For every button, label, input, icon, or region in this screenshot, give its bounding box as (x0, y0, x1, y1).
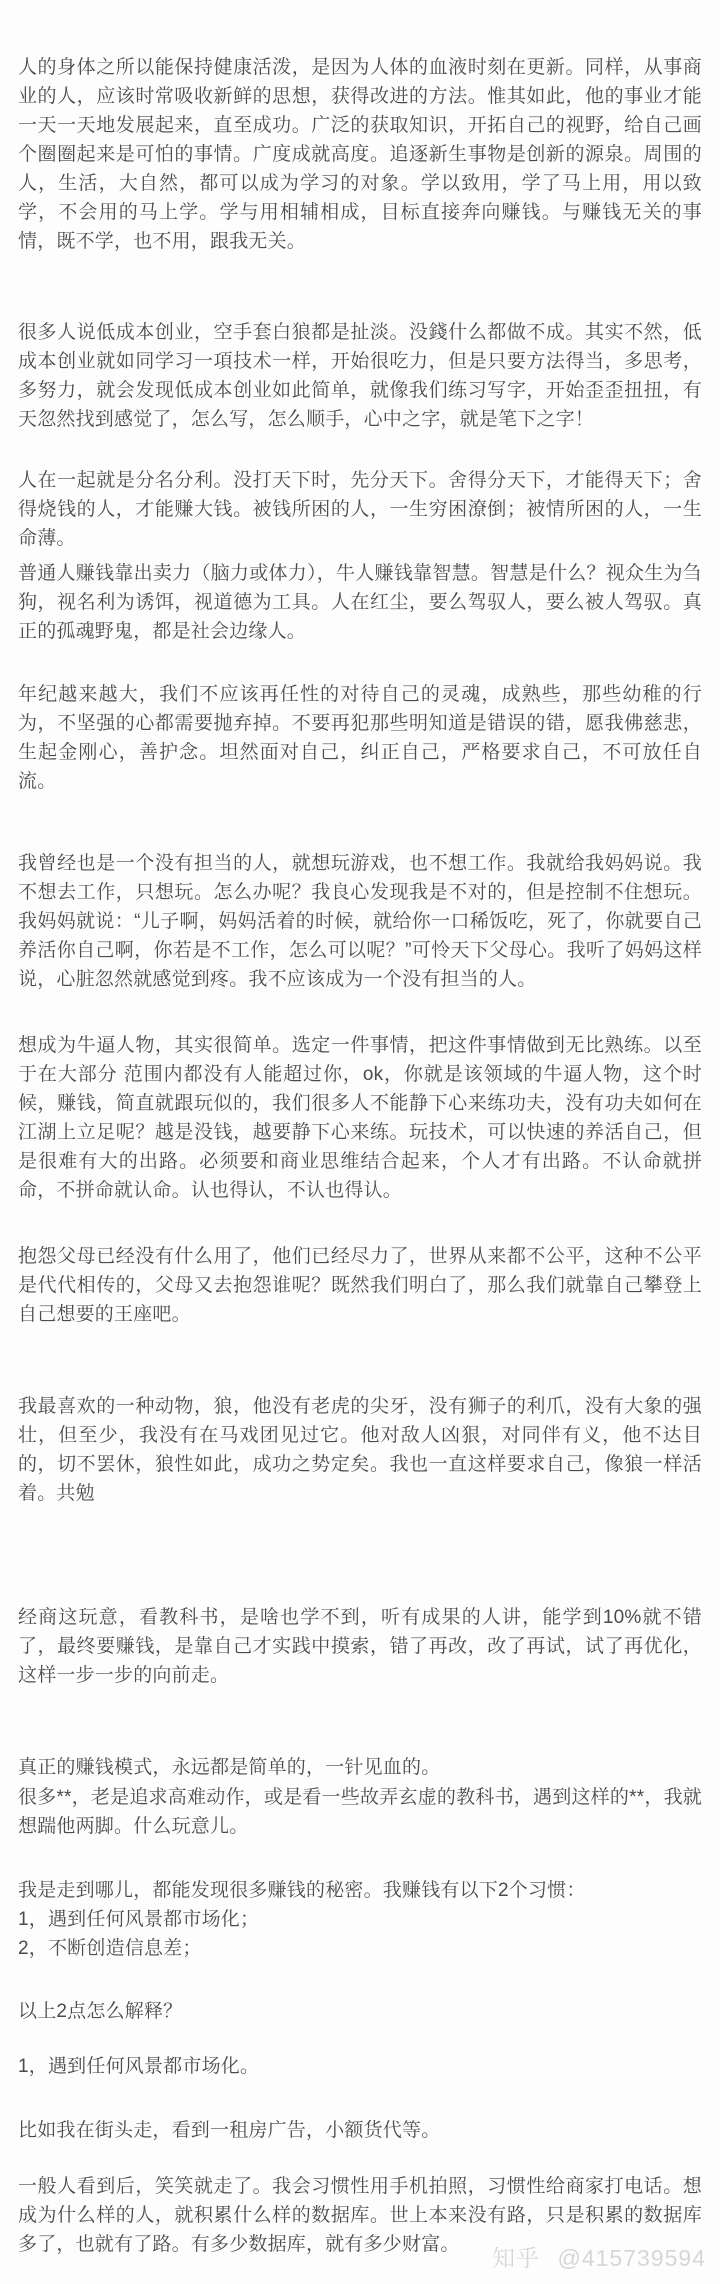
paragraph-low-cost-startup: 很多人说低成本创业，空手套白狼都是扯淡。没錢什么都做不成。其实不然，低成本创业就如同学习一項技术一样，开始很吃力，但是只要方法得当，多思考，多努力，就会发现低成本创业如此简单，就像我们练习写字，开始歪歪扭扭，有天忽然找到感觉了，怎么写，怎么顺手，心中之字，就是笔下之字！ (18, 322, 702, 430)
paragraph-mother-story: 我曾经也是一个没有担当的人，就想玩游戏，也不想工作。我就给我妈妈说。我不想去工作，只想玩。怎么办呢？我良心发现我是不对的，但是控制不住想玩。我妈妈就说：“儿子啊，妈妈活着的时候，就给你一口稀饭吃，死了，你就要自己养活你自己啊，你若是不工作，怎么可以呢？”可怜天下父母心。我听了妈妈这样说，心脏忽然就感觉到疼。我不应该成为一个没有担当的人。 (18, 853, 702, 990)
paragraph-wolf: 我最喜欢的一种动物，狼，他没有老虎的尖牙，没有狮子的利爪，没有大象的强壮，但至少，我没有在马戏团见过它。他对敌人凶狠，对同伴有义，他不达目的，切不罢休，狼性如此，成功之势定矣。我也一直这样要求自己，像狼一样活着。共勉 (18, 1396, 702, 1504)
paragraph-wisdom: 普通人赚钱靠出卖力（脑力或体力），牛人赚钱靠智慧。智慧是什么？视众生为刍狗，视名利为诱饵，视道德为工具。人在红尘，要么驾驭人，要么被人驾驭。真正的孤魂野鬼，都是社会边缘人。 (18, 563, 702, 642)
paragraph-share-fame-profit: 人在一起就是分名分利。没打天下时，先分天下。舍得分天下，才能得天下；舍得烧钱的人，才能赚大钱。被钱所困的人，一生穷困潦倒；被情所困的人，一生命薄。 (18, 470, 702, 549)
paragraph-become-expert: 想成为牛逼人物，其实很简单。选定一件事情，把这件事情做到无比熟练。以至于在大部分 范围内都没有人能超过你，ok，你就是该领域的牛逼人物，这个时候，赚钱，简直就跟玩似的，我们很多人不能静下心来练功夫，没有功夫如何在江湖上立足呢？越是没钱，越要静下心来练。玩技术，可以快速的养活自己，但是很难有大的出路。必须要和商业思维结合起来，个人才有出路。不认命就拼命，不拼命就认命。认也得认，不认也得认。 (18, 1035, 702, 1201)
paragraph-blame-parents: 抱怨父母已经没有什么用了，他们已经尽力了，世界从来都不公平，这种不公平是代代相传的，父母又去抱怨谁呢？既然我们明白了，那么我们就靠自己攀登上自己想要的王座吧。 (18, 1246, 702, 1325)
paragraph-business-practice: 经商这玩意，看教科书，是啥也学不到，听有成果的人讲，能学到10%就不错了，最终要赚钱，是靠自己才实践中摸索，错了再改，改了再试，试了再优化，这样一步一步的向前走。 (18, 1607, 702, 1686)
paragraph-street-example: 比如我在街头走，看到一租房广告，小额货代等。 (18, 2120, 441, 2141)
zhihu-logo-text: 知乎 (492, 2245, 541, 2271)
watermark-user-id: @415739594 (557, 2245, 706, 2271)
paragraph-body-renewal: 人的身体之所以能保持健康活泼，是因为人体的血液时刻在更新。同样，从事商业的人，应该时常吸收新鲜的思想，获得改进的方法。惟其如此，他的事业才能一天一天地发展起来，直至成功。广泛的获取知识，开拓自己的视野，给自己画个圈圈起来是可怕的事情。广度成就高度。追逐新生事物是创新的源泉。周围的人，生活，大自然，都可以成为学习的对象。学以致用，学了马上用，用以致学，不会用的马上学。学与用相辅相成，目标直接奔向赚钱。与赚钱无关的事情，既不学，也不用，跟我无关。 (18, 57, 702, 252)
paragraph-fancy-moves: 很多**，老是追求高难动作，或是看一些故弄玄虚的教科书，遇到这样的**，我就想踹他两脚。什么玩意儿。 (18, 1787, 702, 1837)
paragraph-growing-older: 年纪越来越大，我们不应该再任性的对待自己的灵魂，成熟些，那些幼稚的行为，不坚强的心都需要抛弃掉。不要再犯那些明知道是错误的错，愿我佛慈悲，生起金刚心，善护念。坦然面对自己，纠正自己，严格要求自己，不可放任自流。 (18, 684, 702, 792)
paragraph-two-habits-intro: 我是走到哪儿，都能发现很多赚钱的秘密。我赚钱有以下2个习惯： (18, 1880, 586, 1901)
paragraph-simple-model: 真正的赚钱模式，永远都是简单的，一针见血的。 (18, 1757, 441, 1778)
paragraph-point-1-heading: 1，遇到任何风景都市场化。 (18, 2056, 260, 2077)
zhihu-watermark (492, 2240, 706, 2273)
paragraph-database-wealth: 一般人看到后，笑笑就走了。我会习惯性用手机拍照，习惯性给商家打电话。想成为什么样的人，就积累什么样的数据库。世上本来没有路，只是积累的数据库多了，也就有了路。有多少数据库，就有多少财富。 (18, 2176, 702, 2255)
list-item-habit-2: 2，不断创造信息差； (18, 1938, 202, 1959)
paragraph-explain-question: 以上2点怎么解释？ (18, 2001, 183, 2022)
list-item-habit-1: 1，遇到任何风景都市场化； (18, 1909, 260, 1930)
